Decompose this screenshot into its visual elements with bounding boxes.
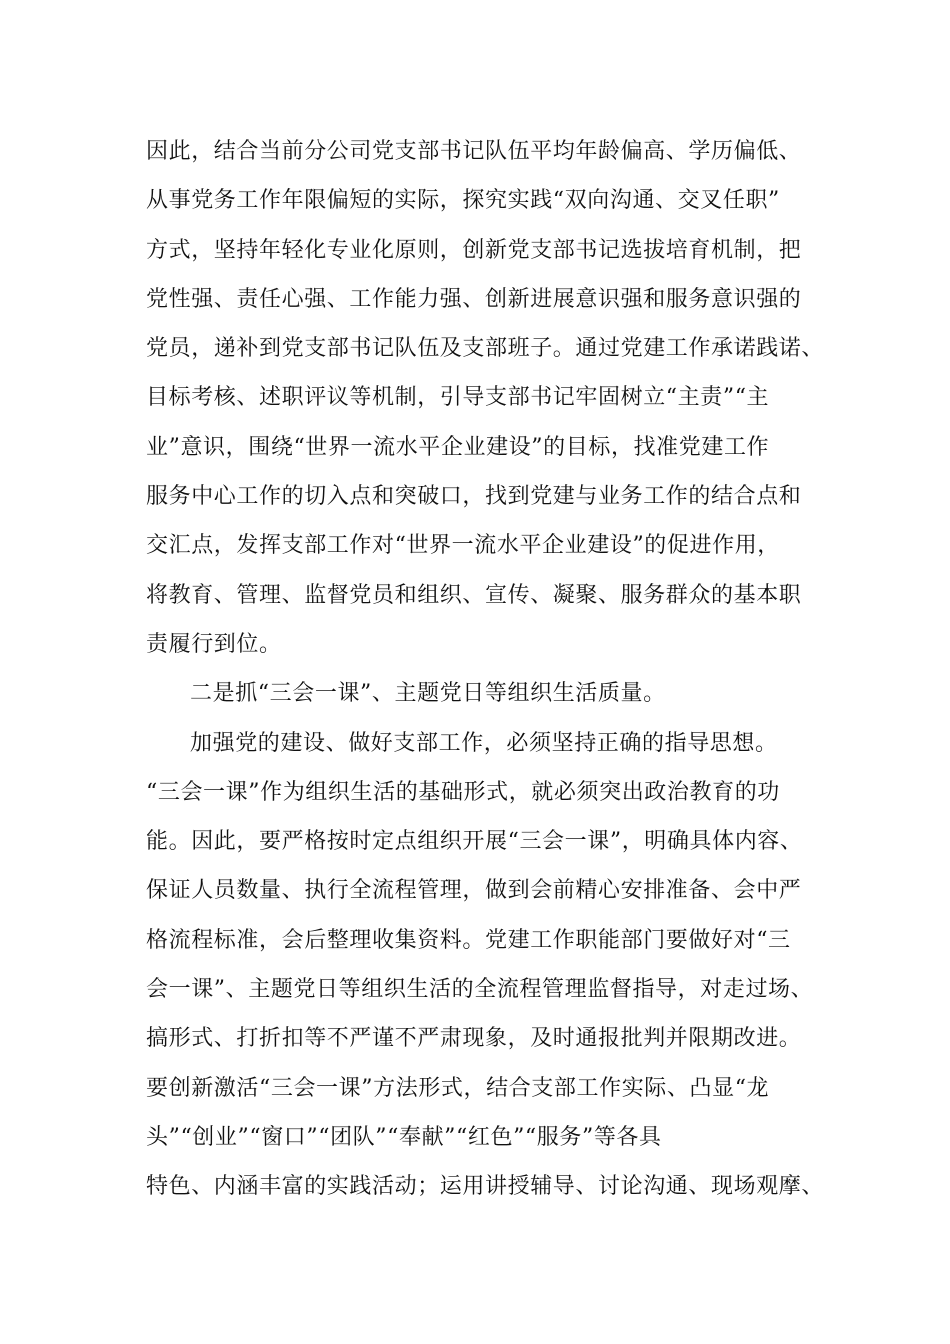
- text-line-6: 目标考核、述职评议等机制，引导支部书记牢固树立“主责”“主: [146, 385, 770, 411]
- text-line-4: 党性强、责任心强、工作能力强、创新进展意识强和服务意识强的: [146, 286, 802, 312]
- text-line-7: 业”意识，围绕“世界一流水平企业建设”的目标，找准党建工作: [146, 434, 770, 460]
- text-line-14: “三会一课”作为组织生活的基础形式，就必须突出政治教育的功: [146, 779, 780, 805]
- text-line-21: 头”“创业”“窗口”“团队”“奉献”“红色”“服务”等各具: [146, 1124, 662, 1150]
- text-line-17: 格流程标准，会后整理收集资料。党建工作职能部门要做好对“三: [146, 927, 791, 953]
- text-line-11: 责履行到位。: [146, 631, 282, 657]
- text-line-16: 保证人员数量、执行全流程管理，做到会前精心安排准备、会中严: [146, 878, 802, 904]
- text-line-1: 因此，结合当前分公司党支部书记队伍平均年龄偏高、学历偏低、: [146, 139, 802, 164]
- text-line-19: 搞形式、打折扣等不严谨不严肃现象，及时通报批判并限期改进。: [146, 1026, 802, 1052]
- text-line-22: 特色、内涵丰富的实践活动；运用讲授辅导、讨论沟通、现场观摩、: [146, 1174, 825, 1200]
- text-line-9: 交汇点，发挥支部工作对“世界一流水平企业建设”的促进作用，: [146, 533, 780, 559]
- text-line-13: 加强党的建设、做好支部工作，必须坚持正确的指导思想。: [190, 730, 778, 756]
- text-line-15: 能。因此，要严格按时定点组织开展“三会一课”，明确具体内容、: [146, 829, 803, 855]
- section-heading: 二是抓“三会一课”、主题党日等组织生活质量。: [190, 681, 666, 707]
- text-line-5: 党员，递补到党支部书记队伍及支部班子。通过党建工作承诺践诺、: [146, 336, 825, 362]
- text-line-3: 方式，坚持年轻化专业化原则，创新党支部书记选拔培育机制，把: [146, 237, 802, 263]
- text-line-8: 服务中心工作的切入点和突破口，找到党建与业务工作的结合点和: [146, 484, 802, 510]
- text-line-2: 从事党务工作年限偏短的实际，探究实践“双向沟通、交叉任职”: [146, 188, 780, 214]
- body-text: [146, 127, 825, 1212]
- text-line-18: 会一课”、主题党日等组织生活的全流程管理监督指导，对走过场、: [146, 977, 814, 1003]
- text-line-20: 要创新激活“三会一课”方法形式，结合支部工作实际、凸显“龙: [146, 1075, 770, 1101]
- text-line-10: 将教育、管理、监督党员和组织、宣传、凝聚、服务群众的基本职: [146, 582, 802, 608]
